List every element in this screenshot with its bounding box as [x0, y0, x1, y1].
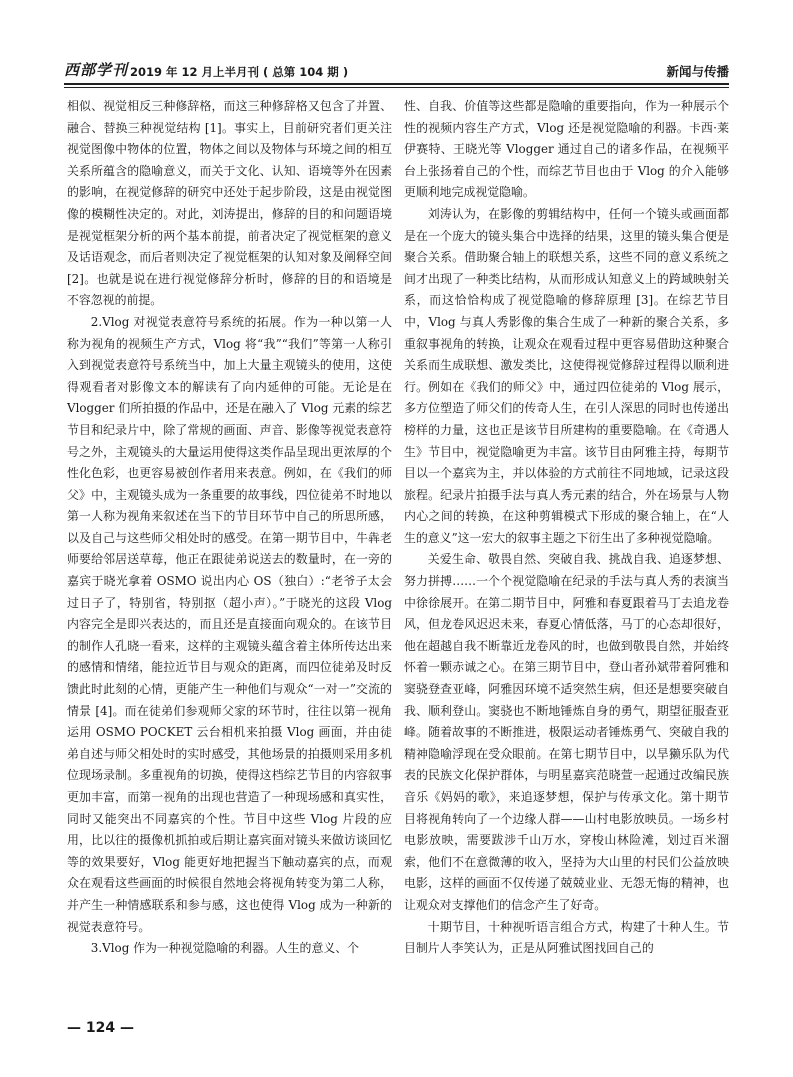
section-name: 新闻与传播 — [666, 64, 729, 79]
paragraph: 关爱生命、敬畏自然、突破自我、挑战自我、追逐梦想、努力拼搏……一个个视觉隐喻在纪录的手法与真人秀的表演当中徐徐展开。在第二期节目中，阿雅和春夏跟着马丁去追龙卷风，但龙卷风迟迟未来，春夏心情低落，马丁的心态却很好，他在超越自我不断靠近龙卷风的时，也做到敬畏自然，并始终怀着一颗赤诚之心。在第三期节目中，登山者孙斌带着阿雅和窦骁登查亚峰，阿雅因环境不适突然生病，但还是想要突破自我、顺利登山。窦骁也不断地锤炼自身的勇气，期望征服查亚峰。随着故事的不断推进，极限运动者锤炼勇气、突破自我的精神隐喻浮现在受众眼前。在第七期节目中，以旱獭乐队为代表的民族文化保护群体，与明星嘉宾范晓萱一起通过改编民族音乐《妈妈的歌》，来追逐梦想，保护与传承文化。第十期节目将视角转向了一个边缘人群——山村电影放映员。一场乡村电影放映，需要跋涉千山万水，穿梭山林险滩，划过百米溜索，他们不在意微薄的收入，坚持为大山里的村民们公益放映电影，这样的画面不仅传递了兢兢业业、无怨无悔的精神，也让观众对支撑他们的信念产生了好奇。 — [404, 552, 729, 912]
header-rule-thick — [64, 83, 729, 85]
paragraph: 刘涛认为，在影像的剪辑结构中，任何一个镜头或画面都是在一个庞大的镜头集合中选择的结果，这里的镜头集合便是聚合关系。借助聚合轴上的联想关系，这些不同的意义系统之间才出现了一种类比结构，从而形成认知意义上的跨域映射关系，而这恰恰构成了视觉隐喻的修辞原理 [3]。在综艺节目中，Vlog 与真人秀影像的集合生成了一种新的聚合关系，多重叙事视角的转换，让观众在观看过程中更容易借助这种聚合关系而生成联想、激发类比，这使得视觉修辞过程得以顺利进行。例如在《我们的师父》中，通过四位徒弟的 Vlog 展示，多方位塑造了师父们的传奇人生，在引人深思的同时也传递出榜样的力量，这也正是该节目所建构的重要隐喻。在《奇遇人生》节目中，视觉隐喻更为丰富。该节目由阿雅主持，每期节目以一个嘉宾为主，并以体验的方式前往不同地域，记录这段旅程。纪录片拍摄手法与真人秀元素的结合，外在场景与人物内心之间的转换，在这种剪辑模式下形成的聚合轴上，在“人生的意义”这一宏大的叙事主题之下衍生出了多种视觉隐喻。 — [404, 206, 729, 545]
page-number: — 124 — — [67, 1020, 134, 1036]
left-column — [67, 96, 392, 960]
paragraph: 3.Vlog 作为一种视觉隐喻的利器。人生的意义、个 — [90, 941, 360, 956]
paragraph: 相似、视觉相反三种修辞格，而这三种修辞格又包含了并置、融合、替换三种视觉结构 [1]。事实上，目前研究者们更关注视觉图像中物体的位置，物体之间以及物体与环境之间的相互关系所蕴含的隐喻意义，而关于文化、认知、语境等外在因素的影响，在视觉修辞的研究中还处于起步阶段，这是由视觉图像的模糊性决定的。对此，刘涛提出，修辞的目的和问题语境是视觉框架分析的两个基本前提，前者决定了视觉框架的意义及话语观念，而后者则决定了视觉框架的认知对象及阐释空间 [2]。也就是说在进行视觉修辞分析时，修辞的目的和语境是不容忽视的前提。 — [67, 99, 392, 308]
journal-logo: 西部学刊 — [64, 61, 129, 79]
issue-info: 2019 年 12 月上半月刊 ( 总第 104 期 ) — [130, 65, 349, 79]
header-left — [64, 59, 348, 80]
header-rule-thin — [64, 87, 729, 88]
right-column — [404, 96, 729, 960]
paragraph: 性、自我、价值等这些都是隐喻的重要指向，作为一种展示个性的视频内容生产方式，Vlog 还是视觉隐喻的利器。卡西·莱伊赛特、王晓光等 Vlogger 通过自己的诸多作品，在视频平台上张扬着自己的个性，而综艺节目也由于 Vlog 的介入能够更顺利地完成视觉隐喻。 — [404, 99, 729, 200]
paragraph: 2.Vlog 对视觉表意符号系统的拓展。作为一种以第一人称为视角的视频生产方式，Vlog 将“我”“我们”等第一人称引入到视觉表意符号系统当中，加上大量主观镜头的使用，这使得观看者对影像文本的解读有了向内延伸的可能。无论是在 Vlogger 们所拍摄的作品中，还是在融入了 Vlog 元素的综艺节目和纪录片中，除了常规的画面、声音、影像等视觉表意符号之外，主观镜头的大量运用使得这类作品呈现出更浓厚的个性化色彩，也更容易被创作者用来表意。例如，在《我们的师父》中，主观镜头成为一条重要的故事线，四位徒弟不时地以第一人称为视角来叙述在当下的节目环节中自己的所思所感，以及自己与这些师父相处时的感受。在第一期节目中，牛犇老师要给邻居送草莓，他正在跟徒弟说送去的数量时，在一旁的嘉宾于晓光拿着 OSMO 说出内心 OS（独白）:“老爷子太会过日子了，特别省，特别抠（超小声）。”于晓光的这段 Vlog 内容完全是即兴表达的，而且还是直接面向观众的。在该节目的制作人孔晓一看来，这样的主观镜头蕴含着主体所传达出来的感情和情绪，能拉近节目与观众的距离，而四位徒弟及时反馈此时此刻的心情，更能产生一种他们与观众“一对一”交流的情景 [4]。而在徒弟们参观师父家的环节时，往往以第一视角运用 OSMO POCKET 云台相机来拍摄 Vlog 画面，并由徒弟自述与师父相处时的实时感受，其他场景的拍摄则采用多机位现场录制。多重视角的切换，使得这档综艺节目的内容叙事更加丰富，而第一视角的出现也营造了一种现场感和真实性，同时又能突出不同嘉宾的个性。节目中这些 Vlog 片段的应用，比以往的摄像机抓拍或后期让嘉宾面对镜头来做访谈回忆等的效果要好，Vlog 能更好地把握当下触动嘉宾的点，而观众在观看这些画面的时候很自然地会将视角转变为第二人称，并产生一种情感联系和参与感，这也使得 Vlog 成为一种新的视觉表意符号。 — [67, 314, 392, 934]
running-header — [64, 58, 729, 80]
paragraph: 十期节目，十种视听语言组合方式，构建了十种人生。节目制片人李笑认为，正是从阿雅试图找回自己的 — [404, 919, 729, 956]
